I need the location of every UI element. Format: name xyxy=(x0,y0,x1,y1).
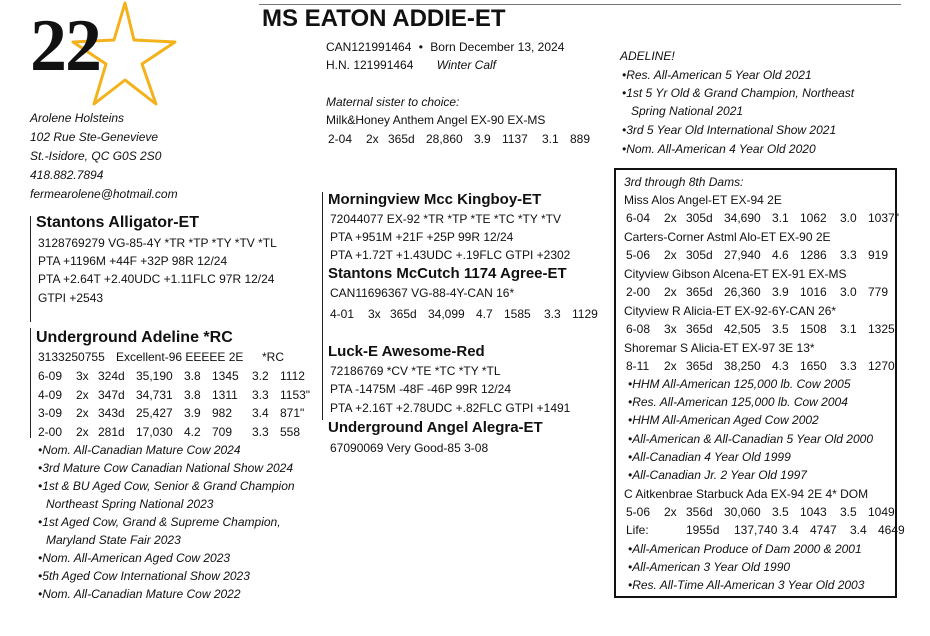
registration-id: CAN121991464 xyxy=(326,40,412,54)
production-record xyxy=(38,385,318,405)
adeline-honor: •Nom. All-American 4 Year Old 2020 xyxy=(622,142,816,156)
rec-fat-pct: 4.6 xyxy=(772,248,789,262)
production-record xyxy=(626,282,906,302)
dam-7-honor: •Res. All-American 125,000 lb. Cow 2004 xyxy=(628,395,848,409)
rec-milk: 42,505 xyxy=(724,322,761,336)
sire-bracket xyxy=(30,216,31,322)
consignor-farm: Arolene Holsteins xyxy=(30,111,125,125)
life-fat: 4747 xyxy=(810,523,837,537)
rec-days: 365d xyxy=(390,307,417,321)
rec-age: 3-09 xyxy=(38,406,63,420)
consignor-phone: 418.882.7894 xyxy=(30,168,104,182)
rec-days: 356d xyxy=(686,505,713,519)
animal-name: MS EATON ADDIE-ET xyxy=(262,5,506,32)
rec-protein: 1325 xyxy=(868,322,895,336)
rec-fat: 1585 xyxy=(504,307,531,321)
rec-milk: 35,190 xyxy=(136,369,173,383)
rec-age: 6-04 xyxy=(626,211,651,225)
dam-7-honor: •All-American & All-Canadian 5 Year Old 2000 xyxy=(628,432,873,446)
sire-line-1: 3128769279 VG-85-4Y *TR *TP *TY *TV *TL xyxy=(38,236,277,250)
production-record xyxy=(626,520,916,540)
rec-fat-pct: 3.5 xyxy=(772,322,789,336)
rec-fat-pct: 3.8 xyxy=(184,387,201,402)
dam-7-honor: •All-Canadian 4 Year Old 1999 xyxy=(628,450,791,464)
rec-protein: 1153" xyxy=(280,387,311,402)
rec-fat-pct: 3.9 xyxy=(474,132,491,146)
rec-milkings: 3x xyxy=(664,322,677,336)
rec-days: 347d xyxy=(98,387,125,402)
life-fat-pct: 3.4 xyxy=(782,523,799,537)
rec-fat-pct: 3.8 xyxy=(184,369,201,383)
rec-fat: 1137 xyxy=(502,132,528,146)
rec-age: 6-09 xyxy=(38,369,63,383)
rec-milk: 25,427 xyxy=(136,406,173,420)
life-milk: 137,740 xyxy=(734,523,778,537)
granddam-line-1: CAN11696367 VG-88-4Y-CAN 16* xyxy=(330,286,515,300)
rec-milk: 17,030 xyxy=(136,424,173,439)
rec-fat: 1508 xyxy=(800,322,827,336)
rec-fat-pct: 3.9 xyxy=(184,406,201,420)
rec-protein-pct: 3.5 xyxy=(840,505,857,519)
third-sire-name: Luck-E Awesome-Red xyxy=(328,343,485,360)
production-record xyxy=(38,422,318,442)
rec-milkings: 2x xyxy=(76,387,89,402)
dam-honor: •1st & BU Aged Cow, Senior & Grand Champion xyxy=(38,479,295,493)
production-record xyxy=(38,403,318,423)
third-sire-line-1: 72186769 *CV *TE *TC *TY *TL xyxy=(330,364,501,378)
rec-age: 2-04 xyxy=(328,132,353,146)
hn-number: H.N. 121991464 xyxy=(326,58,414,72)
adeline-honor: •3rd 5 Year Old International Show 2021 xyxy=(622,123,837,137)
rec-milk: 27,940 xyxy=(724,248,761,262)
third-sire-line-3: PTA +2.16T +2.78UDC +.82FLC GTPI +1491 xyxy=(330,401,571,415)
class-label: Winter Calf xyxy=(436,58,496,72)
rec-protein-pct: 3.3 xyxy=(252,424,269,439)
rec-fat: 1345 xyxy=(212,369,239,383)
rec-fat-pct: 3.1 xyxy=(772,211,789,225)
sire-line-2: PTA +1196M +44F +32P 98R 12/24 xyxy=(38,254,228,268)
rec-protein: 889 xyxy=(570,132,591,146)
rec-protein: 1049 xyxy=(868,505,895,519)
third-sire-bracket xyxy=(322,344,323,420)
rec-age: 4-01 xyxy=(330,307,355,321)
rec-days: 324d xyxy=(98,369,125,383)
dam-id-line xyxy=(38,347,284,367)
rec-milk: 34,690 xyxy=(724,211,761,225)
mgs-line-2: PTA +951M +21F +25P 99R 12/24 xyxy=(330,230,514,244)
adeline-title: ADELINE! xyxy=(620,49,675,63)
rec-milkings: 2x xyxy=(664,248,677,262)
rec-days: 365d xyxy=(686,322,713,336)
rec-protein-pct: 3.4 xyxy=(252,406,269,420)
rec-days: 365d xyxy=(686,359,713,373)
rec-milkings: 2x xyxy=(366,132,379,146)
rec-protein-pct: 3.0 xyxy=(840,285,857,299)
rec-protein: 1037" xyxy=(868,211,899,225)
production-record xyxy=(626,208,906,228)
rec-protein: 919 xyxy=(868,248,889,262)
birth-date: Born December 13, 2024 xyxy=(430,40,565,54)
production-record xyxy=(626,356,906,376)
rec-days: 305d xyxy=(686,211,713,225)
dam-7-honor: •All-Canadian Jr. 2 Year Old 1997 xyxy=(628,468,807,482)
dam-reg: 3133250755 xyxy=(38,350,105,364)
rec-protein-pct: 3.3 xyxy=(840,359,857,373)
rec-milkings: 2x xyxy=(664,359,677,373)
dam-bracket xyxy=(30,328,31,438)
rec-fat: 709 xyxy=(212,424,233,439)
rec-fat-pct: 4.7 xyxy=(476,307,493,321)
rec-protein: 779 xyxy=(868,285,889,299)
rec-milk: 28,860 xyxy=(426,132,463,146)
rec-milkings: 2x xyxy=(76,406,89,420)
rec-milkings: 2x xyxy=(664,211,677,225)
adeline-honor: Spring National 2021 xyxy=(631,104,744,118)
rec-age: 2-00 xyxy=(626,285,651,299)
production-record xyxy=(626,319,906,339)
rec-fat-pct: 3.9 xyxy=(772,285,789,299)
dam-8-honor: •Res. All-Time All-American 3 Year Old 2003 xyxy=(628,578,865,592)
mgs-name: Morningview Mcc Kingboy-ET xyxy=(328,191,542,208)
production-record xyxy=(626,502,906,522)
rec-fat: 1062 xyxy=(800,211,827,225)
consignor-email[interactable]: fermearolene@hotmail.com xyxy=(30,187,178,201)
rec-milk: 30,060 xyxy=(724,505,761,519)
rec-fat: 1016 xyxy=(800,285,827,299)
sire-line-3: PTA +2.64T +2.40UDC +1.11FLC 97R 12/24 xyxy=(38,272,275,286)
granddam-name: Stantons McCutch 1174 Agree-ET xyxy=(328,265,567,282)
life-protein: 4649 xyxy=(878,523,905,537)
consignor-address-1: 102 Rue Ste-Genevieve xyxy=(30,130,159,144)
sire-name: Stantons Alligator-ET xyxy=(36,214,199,231)
rec-fat: 982 xyxy=(212,406,233,420)
third-dam-name: Underground Angel Alegra-ET xyxy=(328,419,543,436)
dam-8-name: C Aitkenbrae Starbuck Ada EX-94 2E 4* DOM xyxy=(624,487,869,501)
rec-age: 5-06 xyxy=(626,248,651,262)
rec-protein-pct: 3.1 xyxy=(840,322,857,336)
life-label: Life: xyxy=(626,523,649,537)
dam-5-name: Cityview Gibson Alcena-ET EX-91 EX-MS xyxy=(624,267,847,281)
rec-protein-pct: 3.1 xyxy=(542,132,559,146)
rec-days: 281d xyxy=(98,424,125,439)
third-sire-line-2: PTA -1475M -48F -46P 99R 12/24 xyxy=(330,382,511,396)
rec-protein-pct: 3.3 xyxy=(840,248,857,262)
rec-age: 5-06 xyxy=(626,505,651,519)
rec-milk: 34,731 xyxy=(136,387,173,402)
lot-number: 22 xyxy=(30,5,100,87)
sire-line-4: GTPI +2543 xyxy=(38,291,104,305)
dams-box-title: 3rd through 8th Dams: xyxy=(624,175,744,189)
dam-8-honor: •All-American 3 Year Old 1990 xyxy=(628,560,791,574)
dam-rc: *RC xyxy=(262,350,285,364)
dam-4-name: Carters-Corner Astml Alo-ET EX-90 2E xyxy=(624,230,831,244)
dam-honor: •Nom. All-Canadian Mature Cow 2024 xyxy=(38,443,241,457)
rec-milkings: 2x xyxy=(664,285,677,299)
rec-days: 343d xyxy=(98,406,125,420)
rec-protein: 1270 xyxy=(868,359,895,373)
dam-name: Underground Adeline *RC xyxy=(36,329,233,346)
rec-milkings: 2x xyxy=(76,424,89,439)
rec-age: 2-00 xyxy=(38,424,63,439)
mgs-line-3: PTA +1.72T +1.43UDC +.19FLC GTPI +2302 xyxy=(330,248,571,262)
rec-protein-pct: 3.0 xyxy=(840,211,857,225)
rec-protein: 1129 xyxy=(572,307,598,321)
rec-milk: 34,099 xyxy=(428,307,465,321)
rec-milkings: 3x xyxy=(368,307,381,321)
dam-honor: Maryland State Fair 2023 xyxy=(46,533,181,547)
mgs-line-1: 72044077 EX-92 *TR *TP *TE *TC *TY *TV xyxy=(330,212,561,226)
rec-days: 365d xyxy=(388,132,415,146)
rec-fat-pct: 4.3 xyxy=(772,359,789,373)
adeline-honor: •Res. All-American 5 Year Old 2021 xyxy=(622,68,812,82)
dam-8-honor: •All-American Produce of Dam 2000 & 2001 xyxy=(628,542,862,556)
rec-protein: 558 xyxy=(280,424,301,439)
dam-honor: •Nom. All-Canadian Mature Cow 2022 xyxy=(38,587,241,601)
dam-classification: Excellent-96 EEEEE 2E xyxy=(116,350,244,364)
rec-age: 6-08 xyxy=(626,322,651,336)
production-record xyxy=(626,245,906,265)
rec-fat: 1043 xyxy=(800,505,827,519)
dam-honor: Northeast Spring National 2023 xyxy=(46,497,214,511)
dam-7-name: Shoremar S Alicia-ET EX-97 3E 13* xyxy=(624,341,815,355)
dam-7-honor: •HHM All-American Aged Cow 2002 xyxy=(628,413,819,427)
hn-line xyxy=(326,55,496,75)
rec-milkings: 2x xyxy=(664,505,677,519)
rec-age: 8-11 xyxy=(626,359,650,373)
rec-fat-pct: 4.2 xyxy=(184,424,201,439)
registration-number: CAN121991464 • Born December 13, 2024 xyxy=(326,40,565,54)
adeline-honor: •1st 5 Yr Old & Grand Champion, Northeast xyxy=(622,86,855,100)
life-protein-pct: 3.4 xyxy=(850,523,867,537)
rec-days: 305d xyxy=(686,248,713,262)
dam-honor: •3rd Mature Cow Canadian National Show 2024 xyxy=(38,461,294,475)
rec-protein: 871" xyxy=(280,406,305,420)
rec-milk: 38,250 xyxy=(724,359,761,373)
rec-fat: 1286 xyxy=(800,248,827,262)
maternal-sister-record xyxy=(328,129,600,149)
dam-7-honor: •HHM All-American 125,000 lb. Cow 2005 xyxy=(628,377,851,391)
life-days: 1955d xyxy=(686,523,720,537)
dam-honor: •Nom. All-American Aged Cow 2023 xyxy=(38,551,231,565)
production-record xyxy=(38,366,318,386)
rec-protein-pct: 3.2 xyxy=(252,369,269,383)
maternal-sister-name: Milk&Honey Anthem Angel EX-90 EX-MS xyxy=(326,113,546,127)
rec-milk: 26,360 xyxy=(724,285,761,299)
rec-milkings: 3x xyxy=(76,369,89,383)
rec-protein-pct: 3.3 xyxy=(544,307,561,321)
dam-3-name: Miss Alos Angel-ET EX-94 2E xyxy=(624,193,782,207)
rec-protein-pct: 3.3 xyxy=(252,387,269,402)
rec-age: 4-09 xyxy=(38,387,63,402)
rec-protein: 1112 xyxy=(280,369,305,383)
rec-fat-pct: 3.5 xyxy=(772,505,789,519)
dam-honor: •5th Aged Cow International Show 2023 xyxy=(38,569,250,583)
rec-fat: 1650 xyxy=(800,359,827,373)
consignor-address-2: St.-Isidore, QC G0S 2S0 xyxy=(30,149,162,163)
rec-days: 365d xyxy=(686,285,713,299)
third-dam-line-1: 67090069 Very Good-85 3-08 xyxy=(330,441,489,455)
granddam-record xyxy=(330,304,602,324)
rec-fat: 1311 xyxy=(212,387,238,402)
dam-6-name: Cityview R Alicia-ET EX-92-6Y-CAN 26* xyxy=(624,304,837,318)
dam-honor: •1st Aged Cow, Grand & Supreme Champion, xyxy=(38,515,281,529)
maternal-sister-label: Maternal sister to choice: xyxy=(326,95,460,109)
